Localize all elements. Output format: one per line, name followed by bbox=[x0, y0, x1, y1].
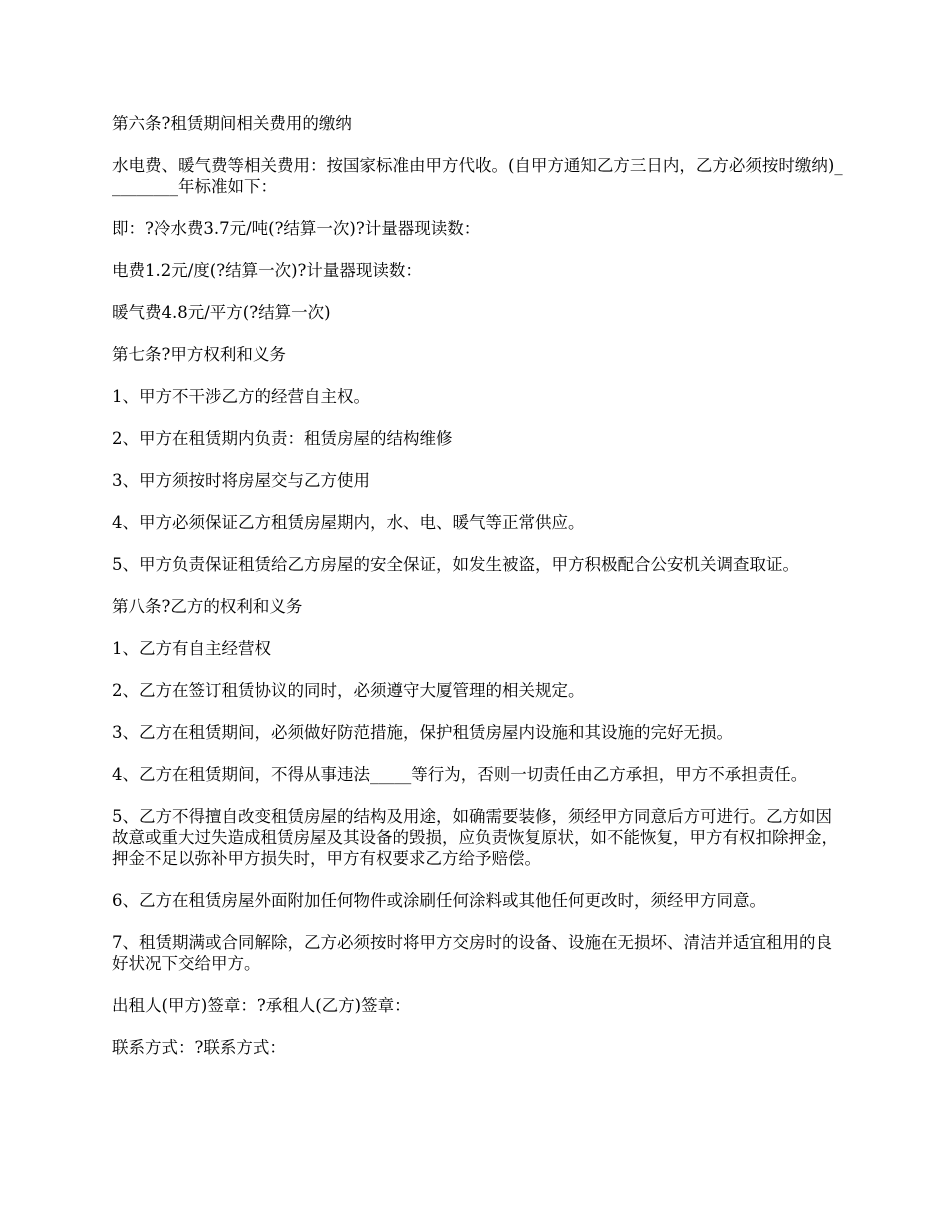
paragraph-lessee-item-4: 4、乙方在租赁期间，不得从事违法_____等行为，否则一切责任由乙方承担，甲方不承担责任。 bbox=[112, 765, 808, 784]
paragraph-utility-fees: 水电费、暖气费等相关费用：按国家标准由甲方代收。(自甲方通知乙方三日内，乙方必须按时缴纳)_________年标准如下： bbox=[112, 156, 843, 196]
paragraph-electric-fee: 电费1.2元/度(?结算一次)?计量器现读数： bbox=[112, 261, 422, 280]
contact-line: 联系方式：?联系方式： bbox=[112, 1038, 286, 1057]
paragraph-lessee-item-2: 2、乙方在签订租赁协议的同时，必须遵守大厦管理的相关规定。 bbox=[112, 681, 585, 700]
paragraph-lessor-item-4: 4、甲方必须保证乙方租赁房屋期内，水、电、暖气等正常供应。 bbox=[112, 513, 585, 532]
paragraph-lessor-item-5: 5、甲方负责保证租赁给乙方房屋的安全保证，如发生被盗，甲方积极配合公安机关调查取证。 bbox=[112, 555, 799, 574]
paragraph-lessee-item-1: 1、乙方有自主经营权 bbox=[112, 639, 271, 658]
section-heading-article-8: 第八条?乙方的权利和义务 bbox=[112, 597, 303, 616]
paragraph-lessor-item-2: 2、甲方在租赁期内负责：租赁房屋的结构维修 bbox=[112, 429, 453, 448]
section-heading-article-6: 第六条?租赁期间相关费用的缴纳 bbox=[112, 114, 352, 133]
paragraph-water-fee: 即：?冷水费3.7元/吨(?结算一次)?计量器现读数： bbox=[112, 219, 481, 238]
document-body bbox=[112, 113, 844, 1079]
signature-line: 出租人(甲方)签章：?承租人(乙方)签章： bbox=[112, 996, 411, 1015]
paragraph-lessee-item-6: 6、乙方在租赁房屋外面附加任何物件或涂刷任何涂料或其他任何更改时，须经甲方同意。 bbox=[112, 891, 766, 910]
paragraph-lessee-item-5: 5、乙方不得擅自改变租赁房屋的结构及用途，如确需要装修，须经甲方同意后方可进行。乙方如因故意或重大过失造成租赁房屋及其设备的毁损，应负责恢复原状，如不能恢复，甲方有权扣除押金，押金不足以弥补甲方损失时，甲方有权要求乙方给予赔偿。 bbox=[112, 807, 838, 868]
paragraph-heating-fee: 暖气费4.8元/平方(?结算一次) bbox=[112, 303, 331, 322]
paragraph-lessee-item-7: 7、租赁期满或合同解除，乙方必须按时将甲方交房时的设备、设施在无损坏、清洁并适宜租用的良好状况下交给甲方。 bbox=[112, 933, 832, 973]
paragraph-lessee-item-3: 3、乙方在租赁期间，必须做好防范措施，保护租赁房屋内设施和其设施的完好无损。 bbox=[112, 723, 733, 742]
paragraph-lessor-item-1: 1、甲方不干涉乙方的经营自主权。 bbox=[112, 387, 370, 406]
section-heading-article-7: 第七条?甲方权利和义务 bbox=[112, 345, 286, 364]
paragraph-lessor-item-3: 3、甲方须按时将房屋交与乙方使用 bbox=[112, 471, 370, 490]
